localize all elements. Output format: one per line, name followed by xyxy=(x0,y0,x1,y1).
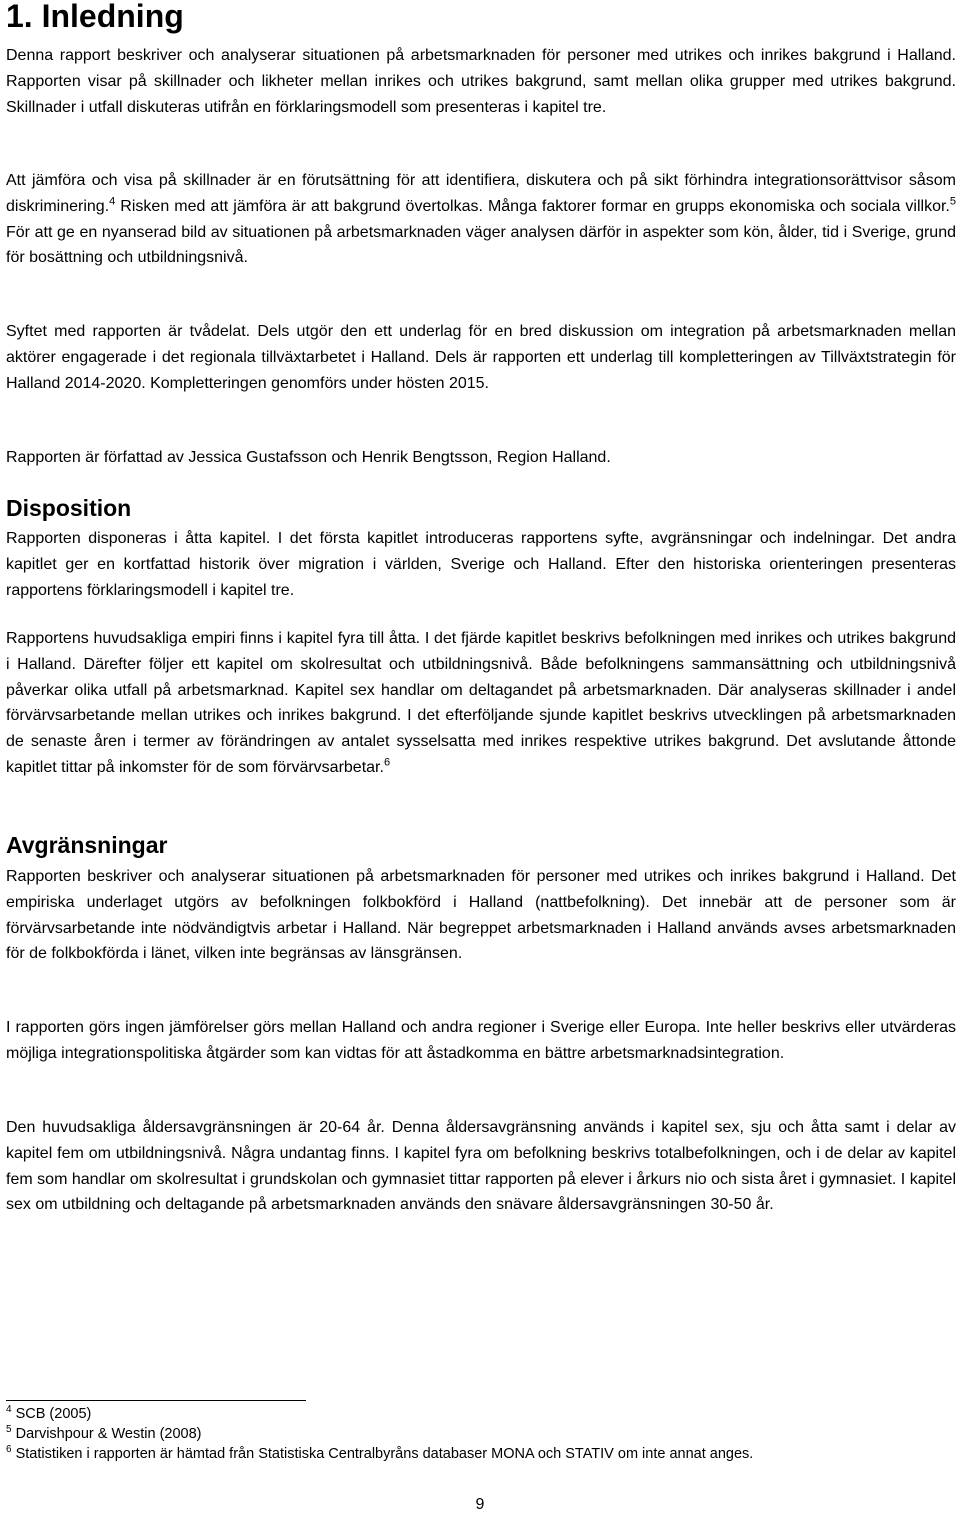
footnote-ref-5: 5 xyxy=(949,195,956,208)
footnote-5 xyxy=(6,1426,202,1443)
footnote-separator xyxy=(6,1400,306,1401)
footnote-text: Darvishpour & Westin (2008) xyxy=(15,1426,202,1442)
disposition-paragraph-1: Rapporten disponeras i åtta kapitel. I det första kapitlet introduceras rapportens syfte, avgränsningar och indelningar. Det andra kapitlet ger en kortfattad historik över migration i världen, Sverige och Halland. Efter den historiska orienteringen presenteras rapportens förklaringsmodell i kapitel tre. xyxy=(6,530,956,599)
footnote-ref-6: 6 xyxy=(383,756,391,769)
footnote-6 xyxy=(6,1446,753,1463)
page-title: 1. Inledning xyxy=(6,0,184,34)
avgransningar-paragraph-2: I rapporten görs ingen jämförelser görs mellan Halland och andra regioner i Sverige eller Europa. Inte heller beskrivs eller utvärderas möjliga integrationspolitiska åtgärder som kan vidtas för att åstadkomma en bättre arbetsmarknadsintegration. xyxy=(6,1019,956,1062)
footnote-number: 4 xyxy=(6,1404,12,1416)
intro-paragraph-3: Syftet med rapporten är tvådelat. Dels utgör den ett underlag för en bred diskussion om integration på arbetsmarknaden mellan aktörer engagerade i det regionala tillväxtarbetet i Halland. Dels är rapporten ett underlag till kompletteringen av Tillväxtstrategin för Halland 2014-2020. Kompletteringen genomförs under hösten 2015. xyxy=(6,323,956,392)
intro-paragraph-1: Denna rapport beskriver och analyserar situationen på arbetsmarknaden för personer med utrikes och inrikes bakgrund i Halland. Rapporten visar på skillnader och likheter mellan inrikes och utrikes bakgrund, samt mellan olika grupper med utrikes bakgrund. Skillnader i utfall diskuteras utifrån en förklaringsmodell som presenteras i kapitel tre. xyxy=(6,47,956,116)
intro-paragraph-2-part-a: Att jämföra och visa på skillnader är en förutsättning för att identifiera, diskutera och på sikt förhindra integrationsorättvisor såsom diskriminering. xyxy=(6,172,956,215)
intro-paragraph-4: Rapporten är författad av Jessica Gustafsson och Henrik Bengtsson, Region Halland. xyxy=(6,449,611,466)
footnote-text: SCB (2005) xyxy=(15,1406,92,1422)
section-heading-avgransningar: Avgränsningar xyxy=(6,832,168,858)
footnote-number: 5 xyxy=(6,1424,12,1436)
disposition-paragraph-2 xyxy=(6,626,956,781)
disposition-paragraph-2-text: Rapportens huvudsakliga empiri finns i kapitel fyra till åtta. I det fjärde kapitlet beskrivs befolkningen med inrikes och utrikes bakgrund i Halland. Därefter följer ett kapitel om skolresultat och utbildningsnivå. Både befolkningens sammansättning och utbildningsnivå påverkar olika utfall på arbetsmarknad. Kapitel sex handlar om deltagandet på arbetsmarknaden. Där analyseras skillnader i andel förvärvsarbetande mellan utrikes och inrikes bakgrund. I det efterföljande sjunde kapitlet beskrivs utvecklingen på arbetsmarknaden de senaste åren i termer av förändringen av antalet sysselsatta med inrikes respektive utrikes bakgrund. Det avslutande åttonde kapitlet tittar på inkomster för de som förvärvsarbetar. xyxy=(6,630,956,776)
footnote-ref-4: 4 xyxy=(109,195,116,208)
footnote-text: Statistiken i rapporten är hämtad från Statistiska Centralbyråns databaser MONA och STATIV om inte annat anges. xyxy=(15,1446,754,1462)
avgransningar-paragraph-3: Den huvudsakliga åldersavgränsningen är 20-64 år. Denna åldersavgränsning används i kapitel sex, sju och åtta samt i delar av kapitel fem om utbildningsnivå. Några undantag finns. I kapitel fyra om befolkning beskrivs totalbefolkningen, och i de delar av kapitel fem som handlar om skolresultat i grundskolan och gymnasiet tittar rapporten på elever i årkurs nio och sista året i gymnasiet. I kapitel sex om utbildning och deltagande på arbetsmarknaden används den snävare åldersavgränsningen 30-50 år. xyxy=(6,1119,956,1214)
intro-paragraph-2 xyxy=(6,168,956,271)
footnote-number: 6 xyxy=(6,1444,12,1456)
section-heading-disposition: Disposition xyxy=(6,495,132,521)
intro-paragraph-2-part-b: Risken med att jämföra är att bakgrund övertolkas. Många faktorer formar en grupps ekonomiska och sociala villkor. xyxy=(115,197,950,215)
footnote-4 xyxy=(6,1406,91,1423)
avgransningar-paragraph-1: Rapporten beskriver och analyserar situationen på arbetsmarknaden för personer med utrikes och inrikes bakgrund i Halland. Det empiriska underlaget utgörs av befolkningen folkbokförd i Halland (nattbefolkning). Det innebär att de personer som är förvärvsarbetande inte nödvändigtvis arbetar i Halland. När begreppet arbetsmarknaden i Halland används avses arbetsmarknaden för de folkbokförda i länet, vilken inte begränsas av länsgränsen. xyxy=(6,868,956,963)
page-number: 9 xyxy=(475,1496,485,1513)
intro-paragraph-2-part-c: För att ge en nyanserad bild av situationen på arbetsmarknaden väger analysen därför in aspekter som kön, ålder, tid i Sverige, grund för bosättning och utbildningsnivå. xyxy=(6,223,956,267)
